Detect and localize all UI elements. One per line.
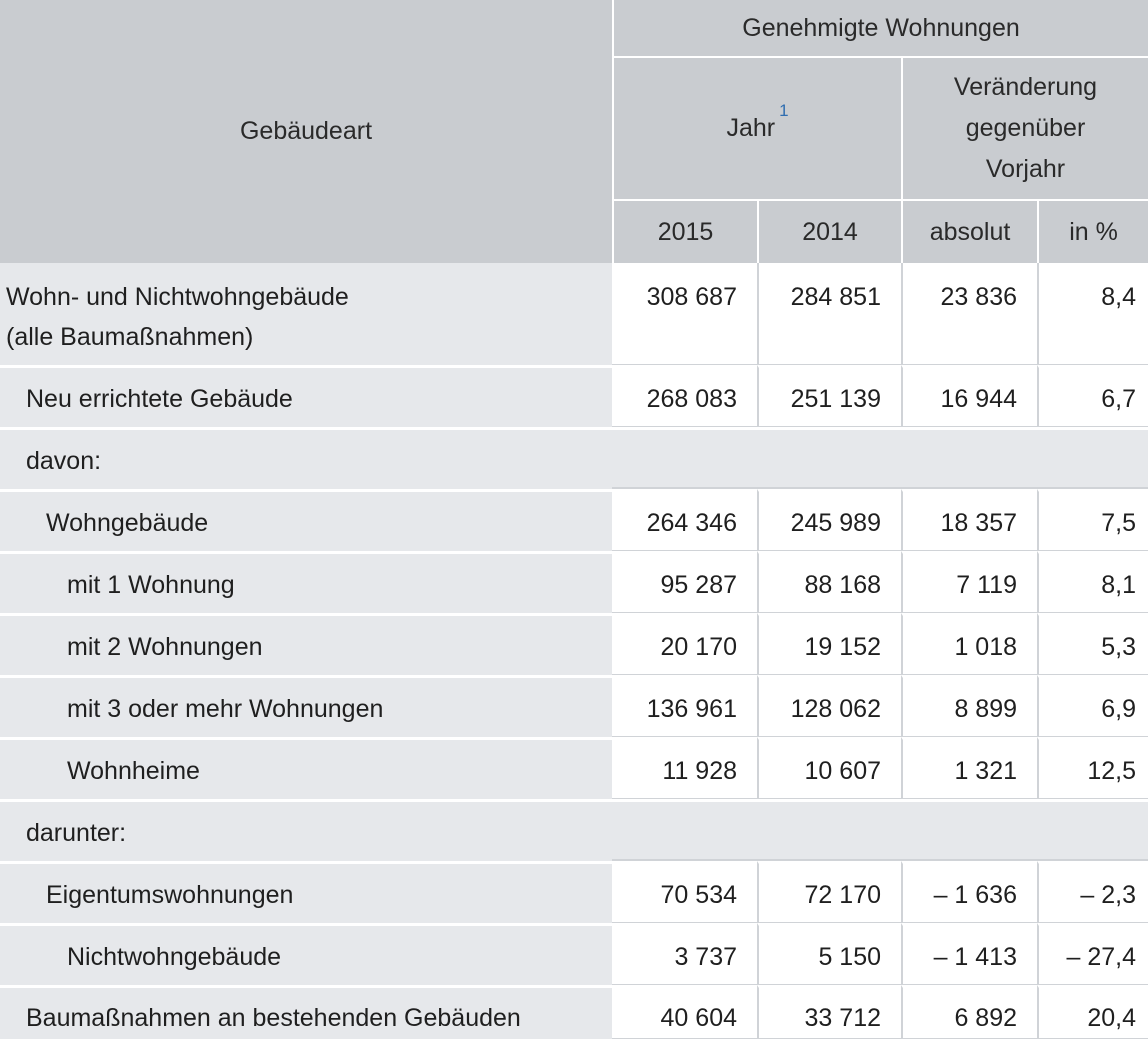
cell-in-prozent: 6,9 <box>1037 675 1148 737</box>
cell-2014: 284 851 <box>757 263 901 365</box>
header-gebaeudeart: Gebäudeart <box>0 0 612 263</box>
cell-2015: 268 083 <box>612 365 757 427</box>
row-label: Baumaßnahmen an bestehenden Gebäuden <box>0 985 612 1039</box>
cell-2015: 308 687 <box>612 263 757 365</box>
row-label: Neu errichtete Gebäude <box>0 365 612 427</box>
cell-2014: 251 139 <box>757 365 901 427</box>
cell-2015: 3 737 <box>612 923 757 985</box>
table-body <box>0 263 1148 1039</box>
table-row <box>0 365 1148 427</box>
table-row <box>0 551 1148 613</box>
table-row <box>0 489 1148 551</box>
cell-absolut: 8 899 <box>901 675 1037 737</box>
row-label-davon: davon: <box>0 427 612 489</box>
row-label: Wohnheime <box>0 737 612 799</box>
cell-2014: 10 607 <box>757 737 901 799</box>
cell-2015: 136 961 <box>612 675 757 737</box>
cell-2014: 33 712 <box>757 985 901 1039</box>
cell-in-prozent: – 2,3 <box>1037 861 1148 923</box>
cell-2014: 5 150 <box>757 923 901 985</box>
empty-cells <box>612 799 1148 861</box>
header-col-in-prozent: in % <box>1037 201 1148 263</box>
cell-absolut: 16 944 <box>901 365 1037 427</box>
row-label-line2: (alle Baumaßnahmen) <box>6 323 254 351</box>
table-row <box>0 613 1148 675</box>
header-col-2014: 2014 <box>757 201 901 263</box>
row-label: Wohngebäude <box>0 489 612 551</box>
header-veraenderung <box>901 58 1148 201</box>
row-label: Nichtwohngebäude <box>0 923 612 985</box>
cell-2015: 95 287 <box>612 551 757 613</box>
cell-in-prozent: 5,3 <box>1037 613 1148 675</box>
cell-2015: 11 928 <box>612 737 757 799</box>
footnote-link[interactable]: 1 <box>779 101 789 120</box>
table-row <box>0 799 1148 861</box>
cell-in-prozent: 8,1 <box>1037 551 1148 613</box>
row-label-darunter: darunter: <box>0 799 612 861</box>
cell-2015: 40 604 <box>612 985 757 1039</box>
cell-in-prozent: 8,4 <box>1037 263 1148 365</box>
table-row <box>0 263 1148 365</box>
cell-in-prozent: 7,5 <box>1037 489 1148 551</box>
header-genehmigte-wohnungen: Genehmigte Wohnungen <box>612 0 1148 58</box>
cell-2014: 19 152 <box>757 613 901 675</box>
cell-absolut: 1 018 <box>901 613 1037 675</box>
row-label: mit 1 Wohnung <box>0 551 612 613</box>
cell-2015: 264 346 <box>612 489 757 551</box>
cell-2015: 70 534 <box>612 861 757 923</box>
row-label <box>0 263 612 365</box>
cell-absolut: – 1 413 <box>901 923 1037 985</box>
cell-2014: 72 170 <box>757 861 901 923</box>
table-row <box>0 737 1148 799</box>
table-row <box>0 861 1148 923</box>
cell-in-prozent: 12,5 <box>1037 737 1148 799</box>
row-label: mit 3 oder mehr Wohnungen <box>0 675 612 737</box>
cell-absolut: 7 119 <box>901 551 1037 613</box>
cell-in-prozent: 6,7 <box>1037 365 1148 427</box>
cell-in-prozent: 20,4 <box>1037 985 1148 1039</box>
header-veraenderung-line1: Veränderung <box>953 73 1098 101</box>
table-row <box>0 675 1148 737</box>
table-row <box>0 427 1148 489</box>
cell-absolut: 18 357 <box>901 489 1037 551</box>
row-label: mit 2 Wohnungen <box>0 613 612 675</box>
table-row <box>0 985 1148 1039</box>
header-jahr <box>612 58 901 201</box>
header-col-2015: 2015 <box>612 201 757 263</box>
empty-cells <box>612 427 1148 489</box>
cell-absolut: 23 836 <box>901 263 1037 365</box>
header-veraenderung-line2: gegenüber <box>965 114 1086 142</box>
cell-2014: 128 062 <box>757 675 901 737</box>
row-label: Eigentumswohnungen <box>0 861 612 923</box>
cell-absolut: 6 892 <box>901 985 1037 1039</box>
header-jahr-label: Jahr <box>726 114 776 142</box>
cell-absolut: 1 321 <box>901 737 1037 799</box>
header-veraenderung-line3: Vorjahr <box>985 155 1066 183</box>
cell-in-prozent: – 27,4 <box>1037 923 1148 985</box>
table-header <box>0 0 1148 263</box>
cell-2014: 88 168 <box>757 551 901 613</box>
cell-2015: 20 170 <box>612 613 757 675</box>
row-label-line1: Wohn- und Nichtwohngebäude <box>6 283 349 311</box>
header-col-absolut: absolut <box>901 201 1037 263</box>
cell-absolut: – 1 636 <box>901 861 1037 923</box>
cell-2014: 245 989 <box>757 489 901 551</box>
table-row <box>0 923 1148 985</box>
